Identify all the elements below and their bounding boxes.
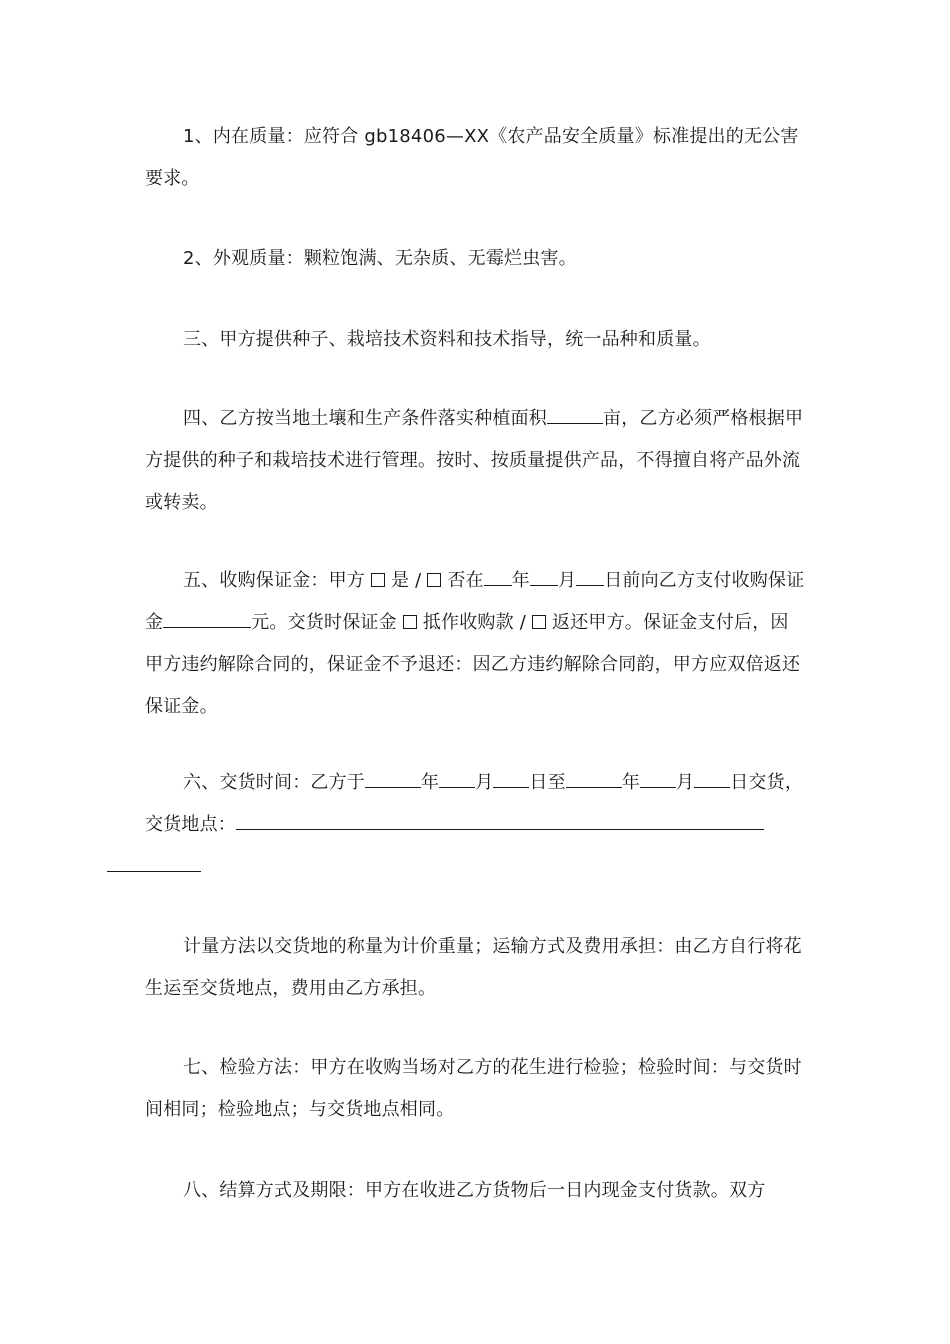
end-month-label: 月 xyxy=(676,772,695,793)
blank-day xyxy=(576,565,604,586)
start-year-label: 年 xyxy=(421,772,440,793)
blank-deposit-amount xyxy=(163,607,251,628)
clause-5-text-g: 元。交货时保证金 xyxy=(251,612,397,633)
paragraph-appearance-quality: 2、外观质量：颗粒饱满、无杂质、无霉烂虫害。 xyxy=(183,248,577,269)
blank-month xyxy=(530,565,558,586)
blank-delivery-place-cont xyxy=(107,851,201,872)
checkbox-no xyxy=(427,573,441,587)
clause-5-yes-label: 是 / xyxy=(391,570,422,591)
blank-delivery-place xyxy=(236,809,764,830)
paragraph-clause-6 xyxy=(145,762,805,888)
clause-5-text-f: 日前向乙方支付收购保证金 xyxy=(145,570,805,633)
blank-area-field xyxy=(547,403,603,424)
checkbox-return xyxy=(532,615,546,629)
checkbox-yes xyxy=(371,573,385,587)
blank-start-year xyxy=(365,767,421,788)
blank-start-day xyxy=(493,767,529,788)
paragraph-clause-8: 八、结算方式及期限：甲方在收进乙方货物后一日内现金支付货款。双方 xyxy=(183,1180,766,1201)
paragraph-clause-7: 七、检验方法：甲方在收购当场对乙方的花生进行检验；检验时间：与交货时间相同；检验地点；与交货地点相同。 xyxy=(145,1057,802,1120)
paragraph-measurement: 计量方法以交货地的称量为计价重量；运输方式及费用承担：由乙方自行将花生运至交货地点，费用由乙方承担。 xyxy=(145,936,802,999)
clause-4-text-a: 四、乙方按当地土壤和生产条件落实种植面积 xyxy=(183,408,547,429)
blank-year xyxy=(484,565,512,586)
paragraph-clause-3: 三、甲方提供种子、栽培技术资料和技术指导，统一品种和质量。 xyxy=(183,329,711,350)
end-year-label: 年 xyxy=(621,772,641,793)
paragraph-clause-4 xyxy=(145,398,805,524)
clause-6-text-g: 日交货，交货地点： xyxy=(145,772,804,835)
paragraph-clause-5 xyxy=(145,560,805,728)
blank-end-day xyxy=(694,767,730,788)
blank-end-month xyxy=(640,767,676,788)
blank-end-year xyxy=(566,767,622,788)
paragraph-inner-quality: 1、内在质量：应符合 gb18406—XX《农产品安全质量》标准提出的无公害要求。 xyxy=(145,126,799,189)
start-day-label: 日至 xyxy=(529,772,566,793)
month-label: 月 xyxy=(558,570,577,591)
clause-5-text-a: 五、收购保证金：甲方 xyxy=(183,570,365,591)
blank-start-month xyxy=(439,767,475,788)
clause-6-text-a: 六、交货时间：乙方于 xyxy=(183,772,365,793)
start-month-label: 月 xyxy=(475,772,494,793)
clause-5-no-label: 否在 xyxy=(447,570,484,591)
year-label: 年 xyxy=(511,570,530,591)
clause-4-text-b: 亩，乙方必须严格根据甲方提供的种子和栽培技术进行管理。按时、按质量提供产品，不得擅自将产品外流或转卖。 xyxy=(145,408,804,513)
clause-5-offset-label: 抵作收购款 / xyxy=(422,612,526,633)
checkbox-offset xyxy=(403,615,417,629)
clause-5-text-i: 返还甲方。保证金支付后，因甲方违约解除合同的，保证金不予退还：因乙方违约解除合同韵，甲方应双倍返还保证金。 xyxy=(145,612,801,717)
